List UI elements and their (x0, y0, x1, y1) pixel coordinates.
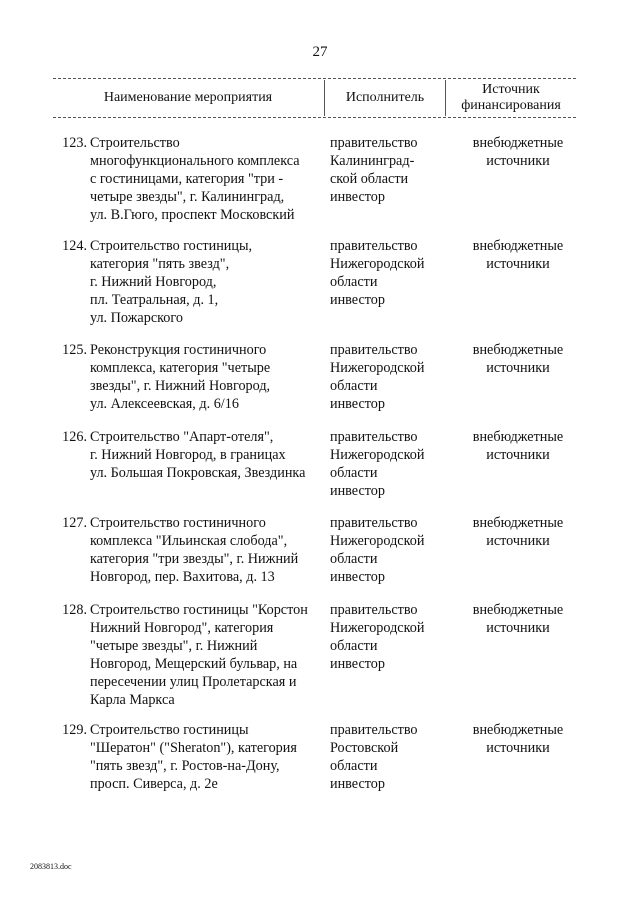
row-source: внебюджетные источники (472, 722, 564, 756)
row-name: Строительство гостиницы "Шератон" ("Sheraton"), категория "пять звезд", г. Ростов-на-Дону, просп. Сиверса, д. 2е (90, 722, 297, 792)
row-source: внебюджетные источники (472, 429, 564, 463)
row-executor: правительство Калининград- ской области инвестор (330, 135, 418, 205)
row-name: Строительство "Апарт-отеля", г. Нижний Новгород, в границах ул. Большая Покровская, Звездинка (90, 429, 306, 481)
row-executor: правительство Нижегородской области инвестор (330, 515, 425, 585)
footer-filename: 2083813.doc (30, 862, 72, 871)
header-bottom-rule (53, 117, 576, 118)
header-executor-col: Исполнитель (345, 90, 425, 105)
header-source-col: Источник финансирования (461, 82, 561, 113)
row-number: 127. (62, 515, 87, 531)
header-name-col: Наименование мероприятия (103, 90, 273, 105)
row-number: 124. (62, 238, 87, 254)
row-executor: правительство Нижегородской области инвестор (330, 429, 425, 499)
row-number: 128. (62, 602, 87, 618)
row-number: 123. (62, 135, 87, 151)
row-executor: правительство Нижегородской области инвестор (330, 342, 425, 412)
row-number: 125. (62, 342, 87, 358)
row-number: 129. (62, 722, 87, 738)
row-name: Строительство гостиничного комплекса "Ильинская слобода", категория "три звезды", г. Нижний Новгород, пер. Вахитова, д. 13 (90, 515, 299, 585)
row-number: 126. (62, 429, 87, 445)
header-separator (324, 80, 325, 116)
row-source: внебюджетные источники (472, 602, 564, 636)
row-name: Строительство гостиницы, категория "пять звезд", г. Нижний Новгород, пл. Театральная, д. 1, ул. Пожарского (90, 238, 253, 326)
row-source: внебюджетные источники (472, 515, 564, 549)
row-executor: правительство Нижегородской области инвестор (330, 602, 425, 672)
row-name: Строительство многофункционального комплекса с гостиницами, категория "три - четыре звезды", г. Калининград, ул. В.Гюго, проспект Московский (90, 135, 300, 223)
row-source: внебюджетные источники (472, 238, 564, 272)
row-name: Строительство гостиницы "Корстон Нижний Новгород", категория "четыре звезды", г. Нижний Новгород, Мещерский бульвар, на пересечении улиц Пролетарская и Карла Маркса (90, 602, 308, 708)
page-number: 27 (312, 44, 328, 60)
row-executor: правительство Нижегородской области инвестор (330, 238, 425, 308)
row-name: Реконструкция гостиничного комплекса, категория "четыре звезды", г. Нижний Новгород, ул. Алексеевская, д. 6/16 (90, 342, 271, 412)
row-executor: правительство Ростовской области инвестор (330, 722, 418, 792)
row-source: внебюджетные источники (472, 135, 564, 169)
header-separator (445, 80, 446, 116)
row-source: внебюджетные источники (472, 342, 564, 376)
header-top-rule (53, 78, 576, 79)
